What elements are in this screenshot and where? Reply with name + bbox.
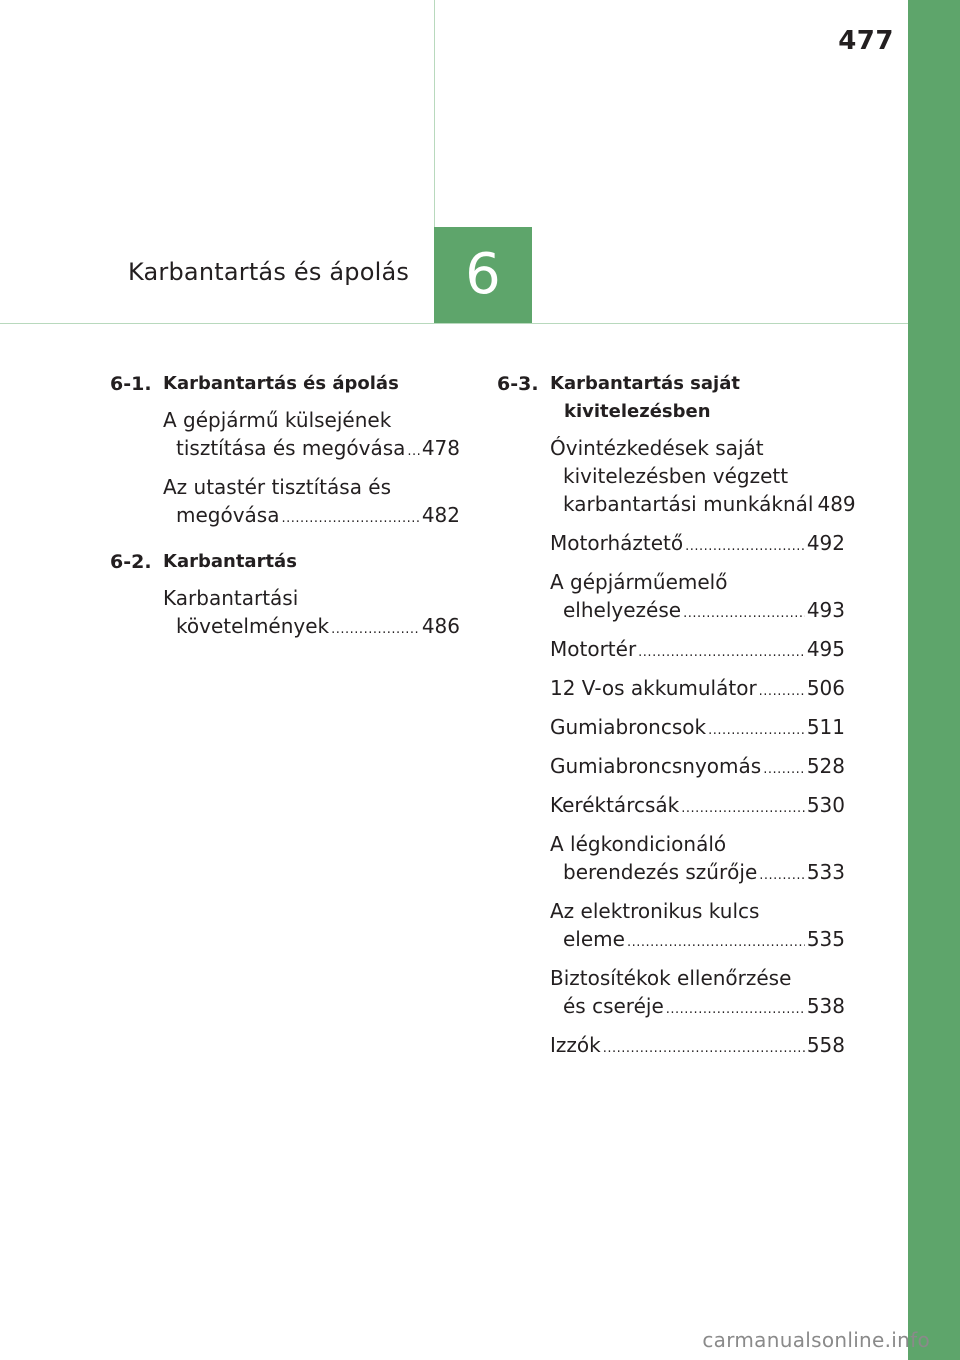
entry-text: Motorháztető (550, 531, 684, 555)
section-title: Karbantartás és ápolás (163, 373, 399, 394)
page-ref: 482 (421, 503, 460, 527)
toc-entry-jack-positioning[interactable] (550, 568, 845, 628)
dot-leader (603, 1035, 805, 1063)
dot-leader (331, 616, 420, 644)
entry-text: 12 V-os akkumulátor (550, 676, 757, 700)
dot-leader (282, 505, 420, 533)
page-ref: 478 (421, 436, 460, 460)
section-title-line: Karbantartás saját (550, 373, 740, 394)
toc-entry-12v-battery[interactable] (550, 674, 845, 706)
header-vertical-rule (434, 0, 435, 228)
dot-leader (763, 756, 805, 784)
entry-text: Gumiabroncsnyomás (550, 754, 762, 778)
toc-entry-hood[interactable] (550, 529, 845, 561)
entry-text: kivitelezésben végzett (563, 464, 789, 488)
section-title-line: kivitelezésben (564, 401, 711, 422)
entry-text: A gépjárműemelő (550, 570, 728, 594)
toc-entry-bulbs[interactable] (550, 1031, 845, 1063)
side-thumb-bar (908, 0, 960, 1360)
section-number: 6-2. (110, 551, 152, 573)
toc-right-column (497, 370, 856, 1070)
page-ref: 493 (806, 598, 845, 622)
toc-entry-tires[interactable] (550, 713, 845, 745)
dot-leader (708, 717, 805, 745)
entry-text: Motortér (550, 637, 637, 661)
entry-text: tisztítása és megóvása (176, 436, 406, 460)
page-ref: 538 (806, 994, 845, 1018)
toc-entry-tire-pressure[interactable] (550, 752, 845, 784)
page-ref: 492 (806, 531, 845, 555)
dot-leader (683, 600, 805, 628)
page-ref: 511 (806, 715, 845, 739)
chapter-number-box: 6 (434, 227, 532, 323)
toc-entry-ac-filter[interactable] (550, 830, 845, 890)
section-title (550, 370, 845, 426)
entry-text: Keréktárcsák (550, 793, 680, 817)
entry-text: Karbantartási (163, 586, 299, 610)
page-ref: 528 (806, 754, 845, 778)
page-ref: 486 (421, 614, 460, 638)
dot-leader (407, 438, 419, 466)
entry-text: Gumiabroncsok (550, 715, 707, 739)
dot-leader (759, 678, 805, 706)
dot-leader (681, 795, 805, 823)
section-number: 6-3. (497, 373, 539, 395)
entry-text: Az utastér tisztítása és (163, 475, 392, 499)
section-heading-6-3[interactable] (497, 370, 845, 426)
entry-text: eleme (563, 927, 625, 951)
page-ref: 506 (806, 676, 845, 700)
page-ref: 558 (806, 1033, 845, 1057)
page-number: 477 (838, 26, 894, 56)
entry-text: Az elektronikus kulcs (550, 899, 760, 923)
page-ref: 495 (806, 637, 845, 661)
toc-entry-precautions[interactable] (550, 434, 856, 522)
section-heading-6-1[interactable] (110, 370, 460, 398)
entry-text: A gépjármű külsejének (163, 408, 392, 432)
watermark: carmanualsonline.info (702, 1328, 930, 1352)
entry-text: és cseréje (563, 994, 664, 1018)
entry-text: A légkondicionáló (550, 832, 727, 856)
toc-entry-fuses[interactable] (550, 964, 845, 1024)
toc-entry-exterior-cleaning[interactable] (163, 406, 460, 466)
section-heading-6-2[interactable] (110, 548, 460, 576)
dot-leader (627, 929, 805, 957)
entry-text: karbantartási munkáknál (563, 492, 814, 516)
entry-text: Izzók (550, 1033, 601, 1057)
entry-text: Óvintézkedések saját (550, 436, 764, 460)
dot-leader (666, 996, 805, 1024)
entry-text: megóvása (176, 503, 280, 527)
section-title: Karbantartás (163, 551, 297, 572)
page-ref: 489 (817, 492, 856, 516)
entry-text: elhelyezése (563, 598, 682, 622)
page-ref: 535 (806, 927, 845, 951)
toc-entry-maintenance-requirements[interactable] (163, 584, 460, 644)
chapter-title: Karbantartás és ápolás (128, 258, 410, 286)
toc-left-column (110, 370, 460, 651)
page-ref: 530 (806, 793, 845, 817)
toc-entry-engine-compartment[interactable] (550, 635, 845, 667)
page-ref: 533 (806, 860, 845, 884)
dot-leader (638, 639, 805, 667)
entry-text: követelmények (176, 614, 330, 638)
entry-text: berendezés szűrője (563, 860, 758, 884)
toc-entry-key-battery[interactable] (550, 897, 845, 957)
entry-text: Biztosítékok ellenőrzése (550, 966, 792, 990)
section-number: 6-1. (110, 373, 152, 395)
dot-leader (759, 862, 805, 890)
header-horizontal-rule (0, 323, 908, 324)
toc-entry-wheels[interactable] (550, 791, 845, 823)
toc-entry-interior-cleaning[interactable] (163, 473, 460, 533)
dot-leader (685, 533, 805, 561)
